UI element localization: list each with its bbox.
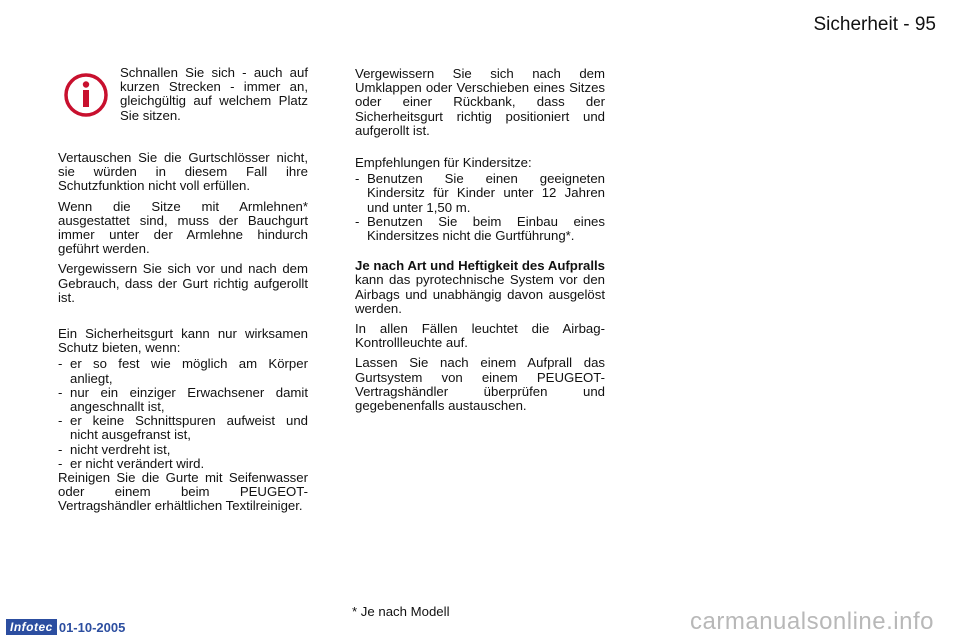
info-note-text: Schnallen Sie sich - auch auf kurzen Strecken - immer an, gleichgültig auf welchem Platz Sie sitzen. <box>120 65 308 123</box>
list-item: - er so fest wie möglich am Körper anliegt, <box>58 357 308 385</box>
paragraph: Reinigen Sie die Gurte mit Seifenwasser oder einem beim PEUGEOT-Vertragshändler erhältlichen Textilreiniger. <box>58 470 308 514</box>
paragraph: Wenn die Sitze mit Armlehnen* ausgestattet sind, muss der Bauchgurt immer unter der Armlehne hindurch geführt werden. <box>58 198 308 257</box>
paragraph: Vertauschen Sie die Gurtschlösser nicht, sie würden in diesem Fall ihre Schutzfunktion nicht voll erfüllen. <box>58 150 308 194</box>
right-column <box>355 67 605 419</box>
child-seat-list <box>355 172 605 243</box>
paragraph <box>355 259 605 316</box>
paragraph: Vergewissern Sie sich nach dem Umklappen oder Verschieben eines Sitzes oder einer Rückbank, dass der Sicherheitsgurt richtig positioniert und aufgerollt ist. <box>355 66 605 138</box>
paragraph: Empfehlungen für Kindersitze: <box>355 155 532 171</box>
paragraph: Vergewissern Sie sich vor und nach dem Gebrauch, dass der Gurt richtig aufgerollt ist. <box>58 261 308 305</box>
paragraph: In allen Fällen leuchtet die Airbag-Kontrollleuchte auf. <box>355 321 605 351</box>
footnote: * Je nach Modell <box>352 604 450 619</box>
left-column <box>58 151 308 520</box>
list-item: - er nicht verändert wird. <box>58 457 308 471</box>
footer-branding <box>6 618 125 636</box>
list-item: - nur ein einziger Erwachsener damit angeschnallt ist, <box>58 386 308 414</box>
list-item: - nicht verdreht ist, <box>58 443 308 457</box>
bold-lead: Je nach Art und Heftigkeit des Aufpralls <box>355 258 605 274</box>
watermark: carmanualsonline.info <box>690 608 934 635</box>
list-item: - Benutzen Sie beim Einbau eines Kindersitzes nicht die Gurtführung*. <box>355 215 605 243</box>
belt-conditions-list <box>58 357 308 471</box>
brand-logo: Infotec <box>6 619 57 635</box>
list-item: - Benutzen Sie einen geeigneten Kindersitz für Kinder unter 12 Jahren und unter 1,50 m. <box>355 172 605 215</box>
print-date: 01-10-2005 <box>58 619 126 635</box>
paragraph: Lassen Sie nach einem Aufprall das Gurtsystem von einem PEUGEOT-Vertragshändler überprüfen und gegebenenfalls austauschen. <box>355 355 605 414</box>
info-icon <box>63 72 109 118</box>
paragraph: Ein Sicherheitsgurt kann nur wirksamen Schutz bieten, wenn: <box>58 326 308 356</box>
page-header: Sicherheit - 95 <box>813 14 936 35</box>
list-item: - er keine Schnittspuren aufweist und nicht ausgefranst ist, <box>58 414 308 442</box>
paragraph-rest: kann das pyrotechnische System vor den Airbags und unabhängig davon ausgelöst werden. <box>355 272 605 316</box>
